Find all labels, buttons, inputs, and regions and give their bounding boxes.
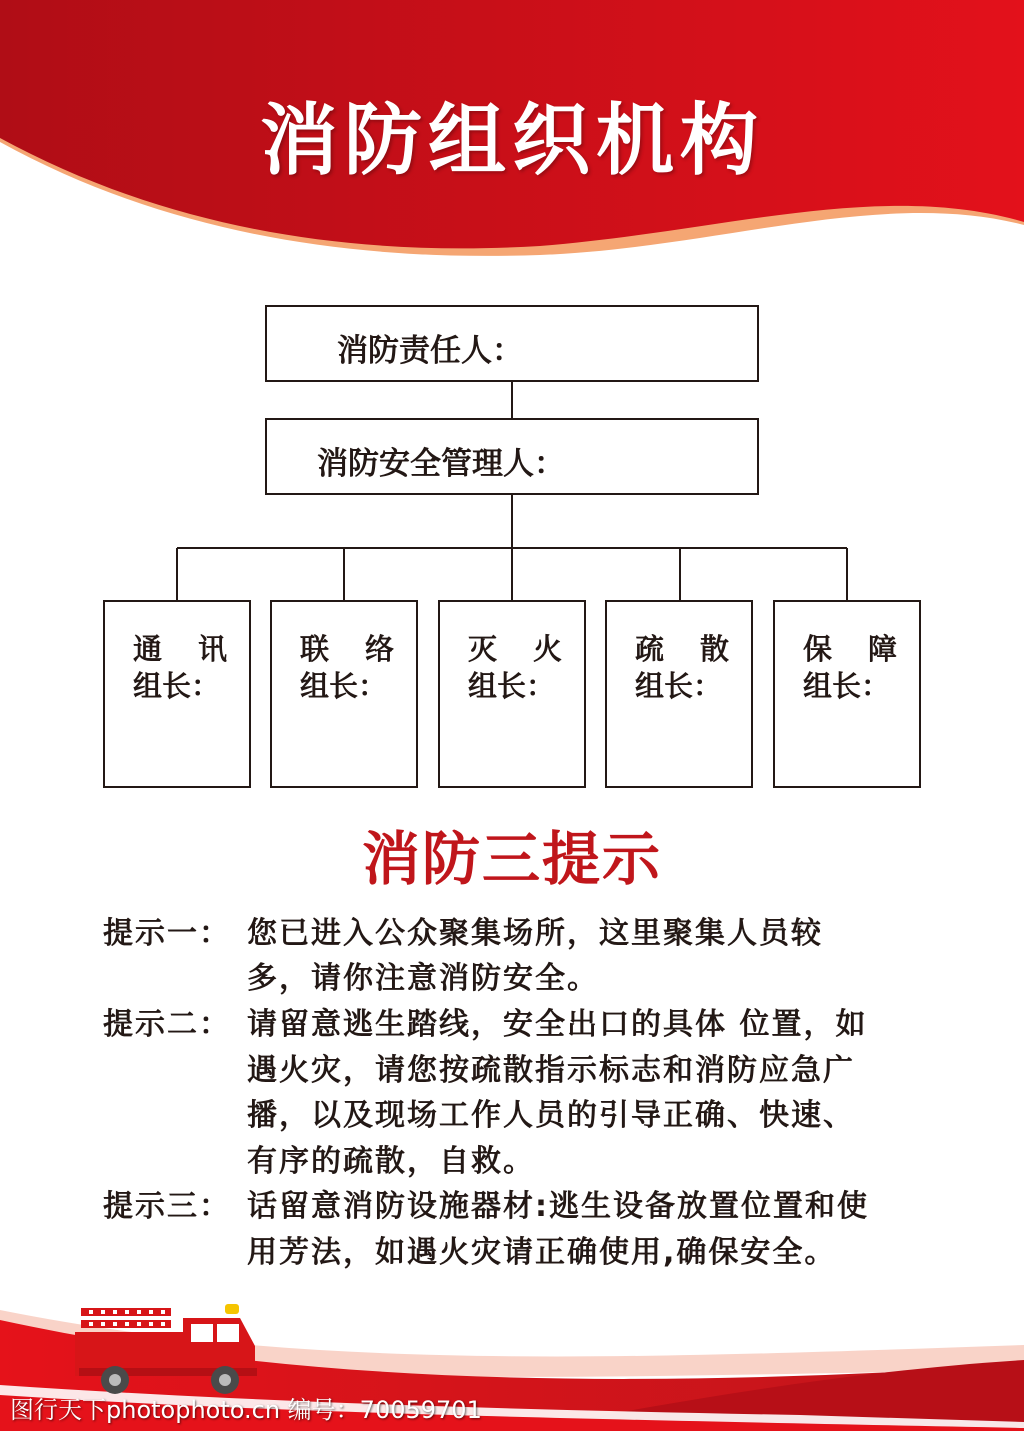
group-dept-support [803,627,897,668]
group-dept-communication [133,627,227,668]
tip-text-line: 多，请你注意消防安全。 [247,961,599,996]
tip-text-line: 播，以及现场工作人员的引导正确、快速、 [247,1098,855,1133]
group-dept-char: 疏 [635,632,665,666]
fire-safety-manager-label: 消防安全管理人： [317,446,565,482]
group-leader-label: 组长： [468,669,556,703]
group-dept-char: 保 [803,632,833,666]
group-dept-char: 络 [364,632,394,666]
group-box-firefighting [438,600,586,788]
group-leader-label: 组长： [133,669,221,703]
group-leader-label: 组长： [803,669,891,703]
group-dept-char: 散 [699,632,729,666]
tips-title: 消防三提示 [361,825,662,893]
group-dept-firefighting [468,627,562,668]
tip-text-line: 有序的疏散，自救。 [247,1144,535,1179]
group-leader-label: 组长： [635,669,723,703]
group-box-communication [103,600,251,788]
tip-text-line: 话留意消防设施器材:逃生设备放置位置和使 [247,1189,869,1224]
tip-text-line: 请留意逃生踏线，安全出口的具体 位置，如 [247,1007,868,1042]
tip-label-1: 提示一： [103,916,231,951]
tip-text-line: 用芳法，如遇火灾请正确使用,确保安全。 [247,1235,837,1270]
group-leader-label: 组长： [300,669,388,703]
group-dept-char: 火 [532,632,562,666]
group-dept-char: 联 [300,632,330,666]
group-box-support [773,600,921,788]
fire-responsible-person-label: 消防责任人： [337,333,523,369]
fire-responsible-person-box [265,305,759,382]
group-box-liaison [270,600,418,788]
tip-label-3: 提示三： [103,1189,231,1224]
tip-text-line: 遇火灾，请您按疏散指示标志和消防应急广 [247,1053,855,1088]
page-title: 消防组织机构 [259,96,764,186]
fire-safety-manager-box [265,418,759,495]
group-dept-evacuation [635,627,729,668]
tip-label-2: 提示二： [103,1007,231,1042]
group-dept-char: 障 [867,632,897,666]
group-dept-char: 通 [133,632,163,666]
group-dept-liaison [300,627,394,668]
tip-text-line: 您已进入公众聚集场所，这里聚集人员较 [247,916,823,951]
group-dept-char: 灭 [468,632,498,666]
watermark-text: 图行天下photophoto.cn 编号：70059701 [10,1396,482,1424]
group-dept-char: 讯 [197,632,227,666]
group-box-evacuation [605,600,753,788]
